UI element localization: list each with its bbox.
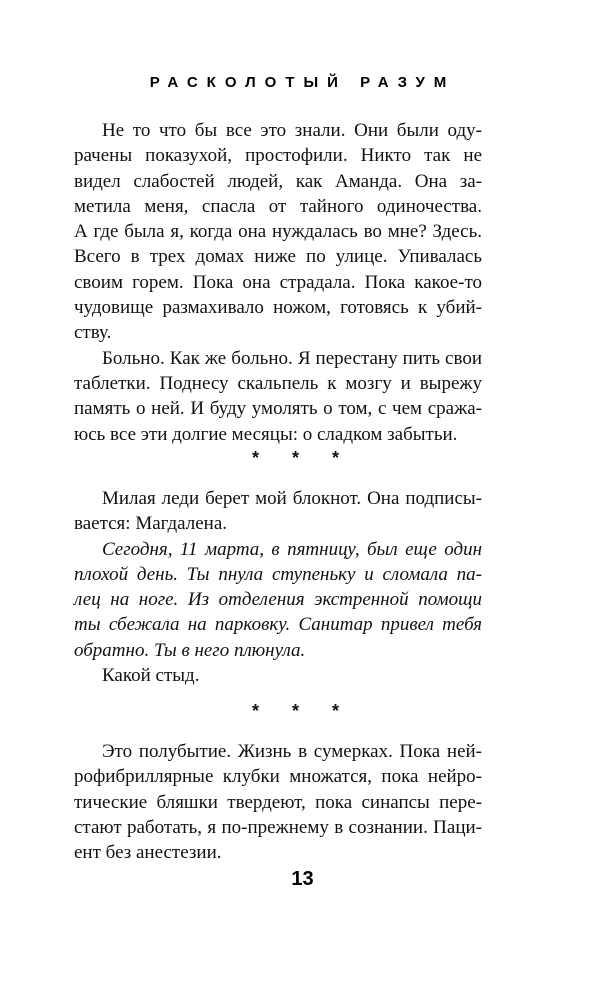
page-number: 13: [291, 868, 314, 890]
text-line: ты сбежала на парковку. Санитар привел тебя: [74, 614, 482, 636]
text-line: юсь все эти долгие месяцы: о сладком забытьи.: [74, 423, 458, 445]
text-line: ству.: [74, 322, 112, 344]
text-line: метила меня, спасла от тайного одиночества.: [74, 195, 482, 217]
text-line: ент без анестезии.: [74, 842, 222, 864]
text-line: Больно. Как же больно. Я перестану пить свои: [102, 347, 482, 369]
text-line: Это полубытие. Жизнь в сумерках. Пока ней-: [102, 741, 482, 762]
text-line: таблетки. Поднесу скальпель к мозгу и вырежу: [74, 372, 482, 394]
text-line: Сегодня, 11 марта, в пятницу, был еще один: [102, 538, 482, 560]
text-line: Всего в трех домах ниже по улице. Упивалась: [74, 246, 482, 268]
section-separator: * * *: [251, 448, 354, 468]
text-line: чудовище размахивало ножом, готовясь к убий-: [74, 297, 482, 319]
text-line: плохой день. Ты пнула ступеньку и сломала па-: [74, 563, 482, 585]
text-line: рофибриллярные клубки множатся, пока нейро-: [74, 766, 482, 788]
paragraph-block-3: [74, 739, 482, 865]
text-line: память о ней. И буду умолять о том, с чем сража-: [74, 398, 482, 420]
text-line: Какой стыд.: [102, 665, 200, 687]
text-line: рачены показухой, простофили. Никто так не: [74, 145, 482, 167]
paragraph-block-2: [74, 486, 482, 688]
paragraph-block-1: [74, 118, 482, 447]
text-line: лец на ноге. Из отделения экстренной помощи: [74, 589, 482, 611]
text-line: вается: Магдалена.: [74, 513, 228, 535]
text-line: А где была я, когда она нуждалась во мне? Здесь.: [74, 221, 482, 243]
text-line: Милая леди берет мой блокнот. Она подписы-: [102, 488, 482, 509]
text-line: обратно. Ты в него плюнула.: [74, 639, 306, 661]
text-line: своим горем. Пока она страдала. Пока какое-то: [74, 271, 482, 293]
running-head: РАСКОЛОТЫЙ РАЗУМ: [149, 74, 456, 91]
section-separator: * * *: [251, 701, 354, 721]
text-line: Не то что бы все это знали. Они были оду-: [102, 120, 482, 141]
text-line: тические бляшки твердеют, пока синапсы пере-: [74, 791, 482, 813]
text-line: видел слабостей людей, как Аманда. Она за-: [74, 170, 482, 192]
text-line: стают работать, я по-прежнему в сознании. Паци-: [74, 816, 482, 838]
